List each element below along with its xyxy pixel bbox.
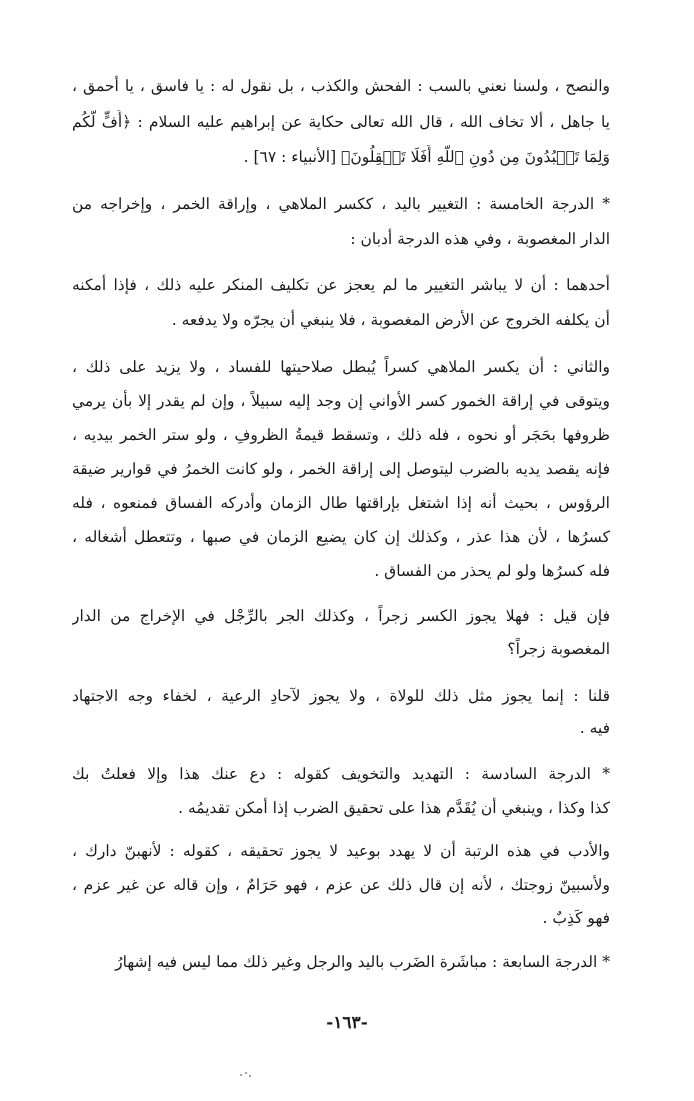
- text-line: قلنا : إنما يجوز مثل ذلك للولاة ، ولا يجوز لآحادِ الرعية ، لخفاء وجه الاجتهاد: [72, 687, 610, 705]
- section-heading-sixth-degree: * الدرجة السادسة : التهديد والتخويف كقوله : دع عنك هذا وإلا فعلتُ بك: [72, 765, 610, 783]
- text-line: ويتوقى في إراقة الخمور كسر الأواني إن وجد إليه سبيلاً ، وإن لم يقدر إلا بأن يرمي: [72, 392, 610, 410]
- page-number: -١٦٣-: [326, 1013, 368, 1033]
- text-line: وَلِمَا تَعۡبُدُونَ مِن دُونِ ٱللَّهِ أَفَلَا تَعۡقِلُونَ﴾ [الأنبياء : ٦٧] .: [243, 148, 610, 166]
- text-line: فله كسرُها ولو لم يحذر من الفساق .: [374, 562, 610, 580]
- text-line: ظروفها بحَجَر أو نحوه ، فله ذلك ، وتسقط قيمةُ الظروفِ ، ولو ستر الخمر بيديه ،: [72, 426, 610, 444]
- text-line: والنصح ، ولسنا نعني بالسب : الفحش والكذب ، بل نقول له : يا فاسق ، يا أحمق ،: [72, 77, 610, 95]
- text-line: كسرُها ، لأن هذا عذر ، وكذلك إن كان يضيع الزمان في صبها ، وتتعطل أشغاله ،: [72, 528, 610, 546]
- text-line: والثاني : أن يكسر الملاهي كسراً يُبطل صلاحيتها للفساد ، ولا يزيد على ذلك ،: [72, 358, 610, 376]
- section-heading-fifth-degree: * الدرجة الخامسة : التغيير باليد ، ككسر الملاهي ، وإراقة الخمر ، وإخراجه من: [72, 195, 610, 213]
- text-line: يا جاهل ، ألا تخاف الله ، قال الله تعالى حكاية عن إبراهيم عليه السلام : ﴿أُفٍّ لَّكُم: [72, 113, 610, 131]
- text-line: كذا وكذا ، وينبغي أن يُقَدَّم هذا على تحقيق الضرب إذا أمكن تقديمُه .: [178, 799, 610, 817]
- section-heading-seventh-degree: * الدرجة السابعة : مباشَرة الضَرب باليد والرجل وغير ذلك مما ليس فيه إشهارُ: [115, 953, 610, 971]
- text-line: أحدهما : أن لا يباشر التغيير ما لم يعجز عن تكليف المنكر عليه ذلك ، فإذا أمكنه: [72, 276, 610, 294]
- text-line: أن يكلفه الخروج عن الأرض المغصوبة ، فلا ينبغي أن يجرّه ولا يدفعه .: [171, 311, 610, 329]
- text-line: فهو كَذِبٌ .: [542, 909, 610, 927]
- scan-speck: [240, 1072, 254, 1078]
- text-line: ولأسبينّ زوجتك ، لأنه إن قال ذلك عن عزم ، فهو حَرَامٌ ، وإن قاله عن غير عزم ،: [72, 876, 610, 894]
- text-line: الدار المغصوبة ، وفي هذه الدرجة أدبان :: [350, 230, 610, 248]
- text-line: فيه .: [579, 719, 610, 737]
- text-line: فإنه يقصد يديه بالضرب ليتوصل إلى إراقة الخمر ، ولو كانت الخمرُ في قوارير ضيقة: [72, 460, 610, 478]
- text-line: الرؤوس ، بحيث أنه إذا اشتغل بإراقتها طال الزمان وأدركه الفساق فمنعوه ، فله: [72, 494, 610, 512]
- text-line: المغصوبة زجراً؟: [507, 640, 610, 658]
- text-line: فإن قيل : فهلا يجوز الكسر زجراً ، وكذلك الجر بالرِّجْل في الإخراج من الدار: [72, 607, 610, 625]
- text-line: والأدب في هذه الرتبة أن لا يهدد بوعيد لا يجوز تحقيقه ، كقوله : لأنهبنّ دارك ،: [72, 842, 610, 860]
